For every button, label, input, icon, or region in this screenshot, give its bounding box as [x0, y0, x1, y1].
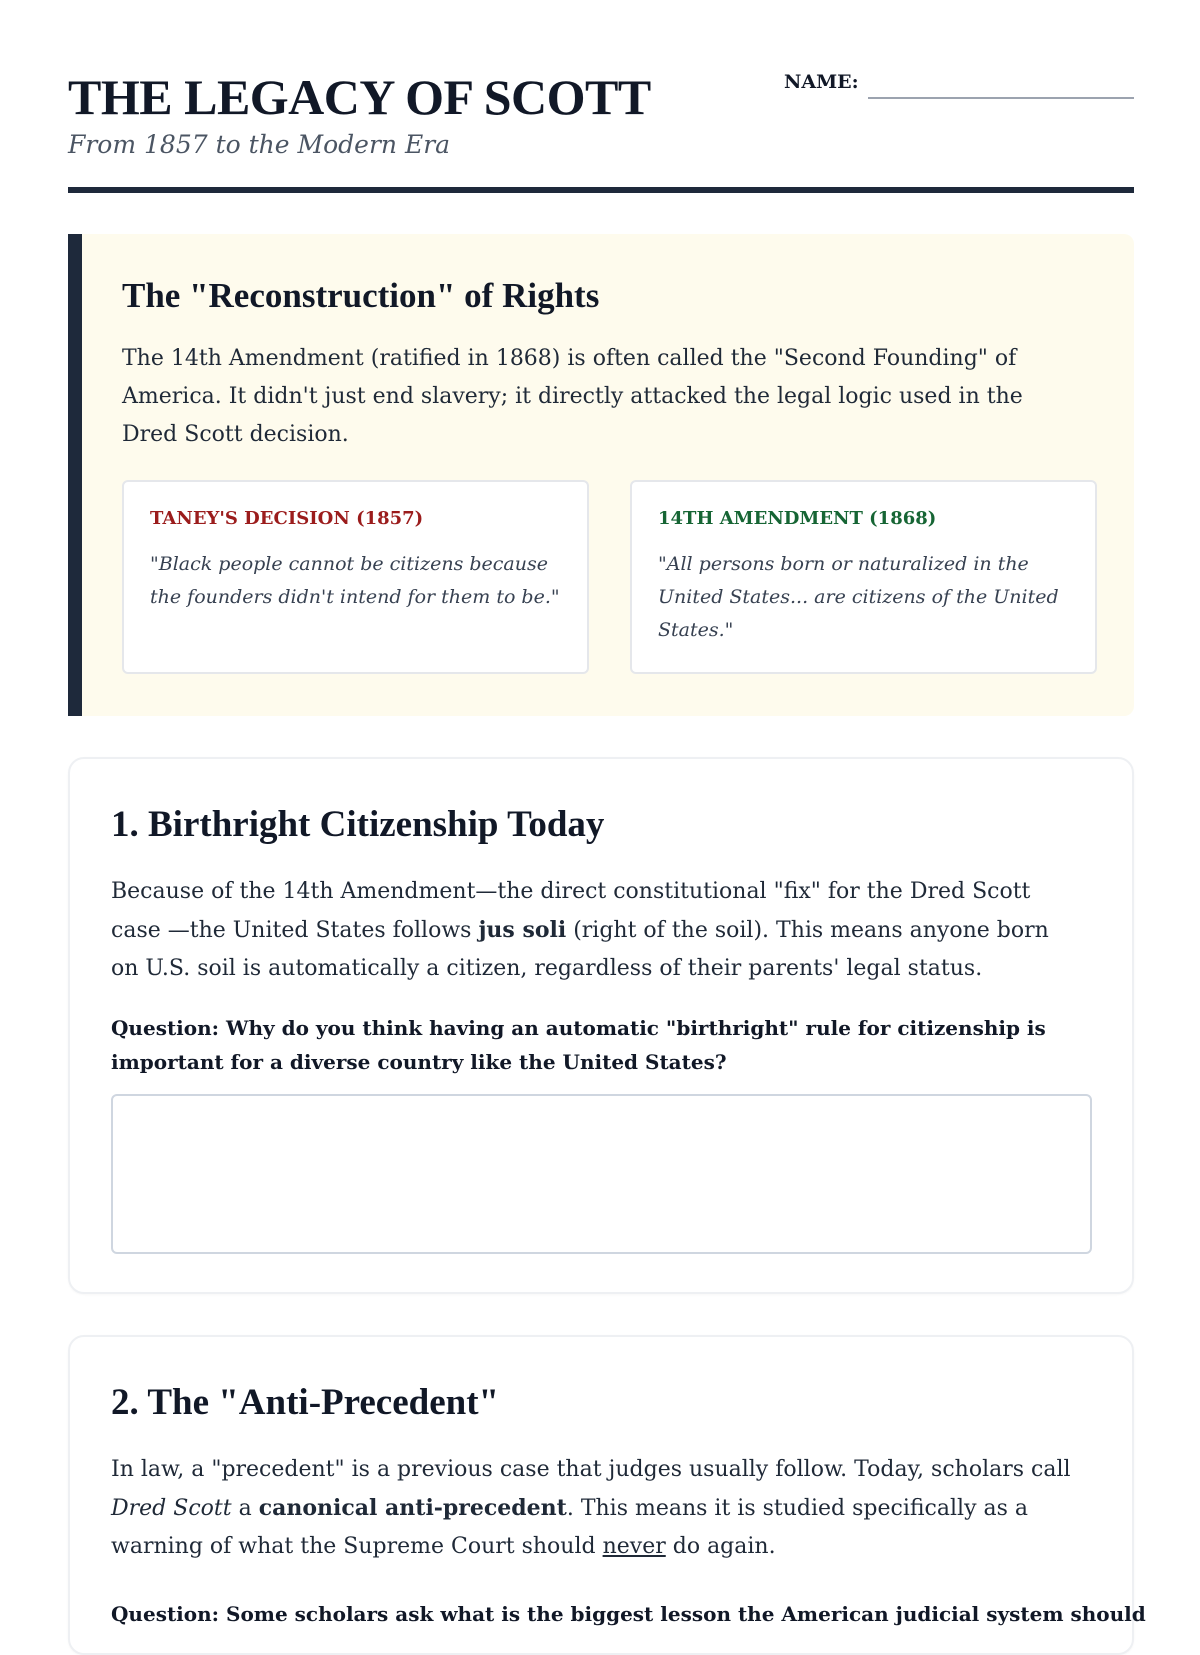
section-title: 1. Birthright Citizenship Today — [111, 804, 605, 845]
case-name: Dred Scott — [111, 1496, 232, 1521]
page-title: THE LEGACY OF SCOTT — [68, 69, 651, 125]
amendment-quote: "All persons born or naturalized in the United States... are citizens of the United States." — [658, 553, 1059, 641]
taney-decision-card — [122, 480, 589, 674]
worksheet-page — [68, 0, 1146, 1626]
header-divider — [68, 187, 1134, 193]
key-term: canonical anti-precedent — [258, 1495, 567, 1521]
section-text: In law, a "precedent" is a previous case that judges usually follow. Today, scholars call Dred Scott a canonical anti-precedent. This means it is studied specifically as a warning of what the Supreme Court should never do again. — [111, 1457, 1071, 1559]
question-text: Question: Some scholars ask what is the biggest lesson the American judicial system should — [111, 1602, 1146, 1626]
amendment-label: 14TH AMENDMENT (1868) — [658, 508, 937, 529]
taney-decision-quote: "Black people cannot be citizens because the founders didn't intend for them to be." — [150, 553, 560, 608]
name-field[interactable] — [868, 97, 1134, 99]
page-subtitle: From 1857 to the Modern Era — [68, 130, 451, 159]
name-label: NAME: — [784, 71, 859, 93]
emphasis-word: never — [602, 1534, 666, 1559]
intro-text: The 14th Amendment (ratified in 1868) is often called the "Second Founding" of America. It didn't just end slavery; it directly attacked the legal logic used in the Dred Scott decision. — [122, 346, 1023, 447]
section-anti-precedent — [68, 1335, 1146, 1655]
section-birthright — [68, 757, 1134, 1294]
key-term: jus soli — [478, 917, 567, 943]
section-title: 2. The "Anti-Precedent" — [111, 1382, 500, 1423]
worksheet-header — [68, 0, 1134, 196]
section-text: Because of the 14th Amendment—the direct constitutional "fix" for the Dred Scott case —the United States follows jus soli (right of the soil). This means anyone born on U.S. soil is automatically a citizen, regardless of their parents' legal status. — [111, 879, 1049, 981]
question-text: Question: Why do you think having an automatic "birthright" rule for citizenship is important for a diverse country like the United States? — [111, 1016, 1046, 1074]
amendment-card — [630, 480, 1097, 674]
answer-box[interactable] — [111, 1094, 1092, 1254]
taney-decision-label: TANEY'S DECISION (1857) — [150, 508, 424, 529]
intro-callout — [68, 234, 1134, 716]
intro-title: The "Reconstruction" of Rights — [122, 276, 600, 315]
